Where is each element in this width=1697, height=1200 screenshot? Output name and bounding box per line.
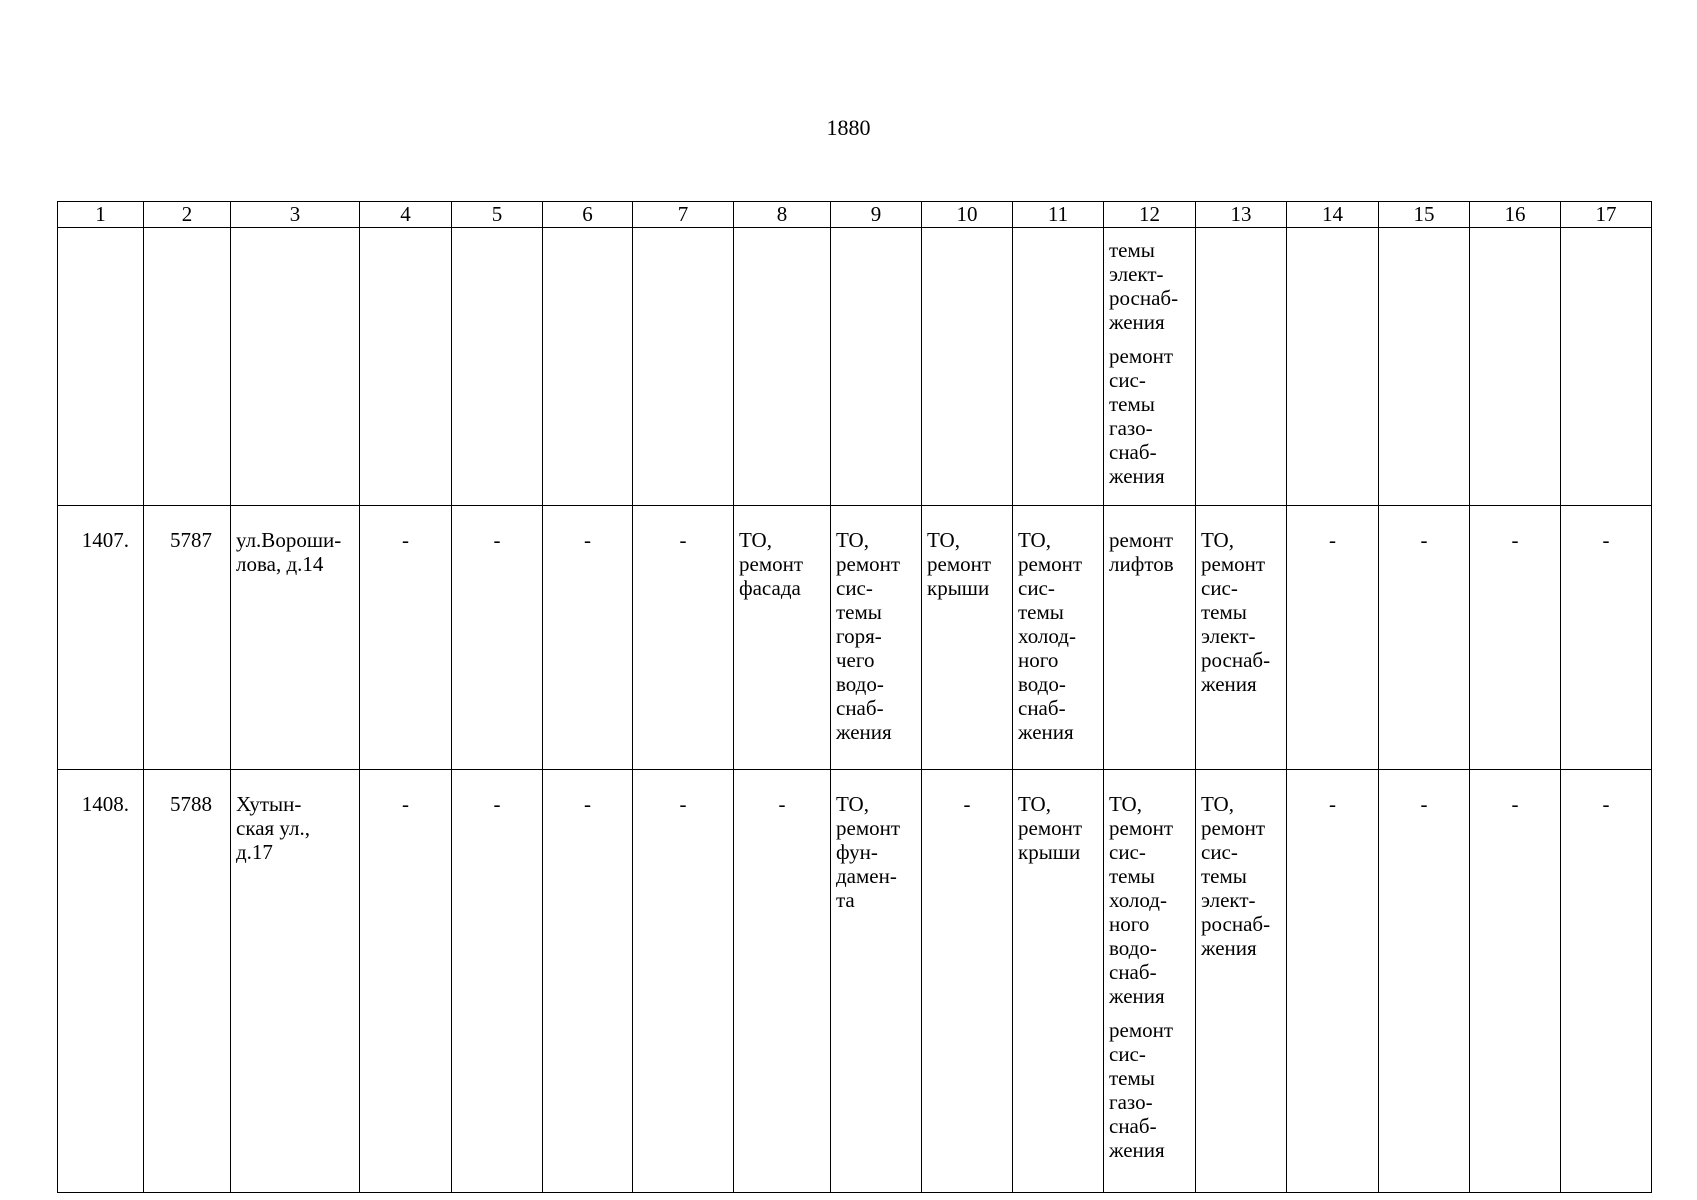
cell-col10: -	[922, 770, 1013, 1193]
cell-col8: -	[734, 770, 831, 1193]
row-number: 1407.	[58, 506, 144, 770]
header-cell: 9	[831, 202, 922, 228]
cell-col9: ТО, ремонт фун- дамен- та	[831, 770, 922, 1193]
cell-empty	[1379, 228, 1470, 506]
table-row-1408	[58, 770, 1652, 1193]
cell-empty	[831, 228, 922, 506]
header-cell: 8	[734, 202, 831, 228]
cell-col10: ТО, ремонт крыши	[922, 506, 1013, 770]
cell-col13: ТО, ремонт сис- темы элект- роснаб- жения	[1196, 506, 1287, 770]
cell-col12: ТО, ремонт сис- темы холод- ного водо- снаб- жения ремонт сис- темы газо- снаб- жения	[1104, 770, 1196, 1193]
page-number: 1880	[826, 115, 871, 140]
cell-col14: -	[1287, 770, 1379, 1193]
table-row-1407	[58, 506, 1652, 770]
header-cell: 12	[1104, 202, 1196, 228]
cell-empty	[1196, 228, 1287, 506]
cell-col15: -	[1379, 506, 1470, 770]
cell-col6: -	[543, 506, 633, 770]
cell-col15: -	[1379, 770, 1470, 1193]
cell-empty	[231, 228, 360, 506]
header-cell: 7	[633, 202, 734, 228]
building-code: 5787	[144, 506, 231, 770]
cell-empty	[144, 228, 231, 506]
building-code: 5788	[144, 770, 231, 1193]
cell-col5: -	[452, 506, 543, 770]
header-cell: 4	[360, 202, 452, 228]
cell-empty	[58, 228, 144, 506]
cell-col7: -	[633, 770, 734, 1193]
cell-col5: -	[452, 770, 543, 1193]
cell-col16: -	[1470, 770, 1561, 1193]
cell-empty	[360, 228, 452, 506]
cell-empty	[1287, 228, 1379, 506]
cell-empty	[922, 228, 1013, 506]
header-cell: 15	[1379, 202, 1470, 228]
cell-col14: -	[1287, 506, 1379, 770]
cell-col17: -	[1561, 770, 1652, 1193]
cell-col12-continuation: темы элект- роснаб- жения ремонт сис- темы газо- снаб- жения	[1104, 228, 1196, 506]
cell-empty	[1470, 228, 1561, 506]
header-cell: 14	[1287, 202, 1379, 228]
row-number: 1408.	[58, 770, 144, 1193]
cell-col9: ТО, ремонт сис- темы горя- чего водо- снаб- жения	[831, 506, 922, 770]
header-cell: 2	[144, 202, 231, 228]
table-row-continuation	[58, 228, 1652, 506]
header-cell: 13	[1196, 202, 1287, 228]
repair-schedule-table	[57, 201, 1652, 1193]
cell-col12: ремонт лифтов	[1104, 506, 1196, 770]
header-cell: 3	[231, 202, 360, 228]
cell-col17: -	[1561, 506, 1652, 770]
cell-empty	[734, 228, 831, 506]
building-address: Хутын- ская ул., д.17	[231, 770, 360, 1193]
header-cell: 5	[452, 202, 543, 228]
cell-col13: ТО, ремонт сис- темы элект- роснаб- жения	[1196, 770, 1287, 1193]
cell-col7: -	[633, 506, 734, 770]
building-address: ул.Вороши- лова, д.14	[231, 506, 360, 770]
cell-empty	[1013, 228, 1104, 506]
header-cell: 6	[543, 202, 633, 228]
cell-empty	[452, 228, 543, 506]
cell-col4: -	[360, 506, 452, 770]
cell-empty	[543, 228, 633, 506]
header-cell: 17	[1561, 202, 1652, 228]
cell-col16: -	[1470, 506, 1561, 770]
cell-empty	[633, 228, 734, 506]
cell-col11: ТО, ремонт сис- темы холод- ного водо- снаб- жения	[1013, 506, 1104, 770]
header-cell: 1	[58, 202, 144, 228]
cell-col6: -	[543, 770, 633, 1193]
header-cell: 11	[1013, 202, 1104, 228]
cell-col11: ТО, ремонт крыши	[1013, 770, 1104, 1193]
cell-col8: ТО, ремонт фасада	[734, 506, 831, 770]
cell-empty	[1561, 228, 1652, 506]
column-number-header-row	[58, 202, 1652, 228]
cell-col4: -	[360, 770, 452, 1193]
header-cell: 16	[1470, 202, 1561, 228]
header-cell: 10	[922, 202, 1013, 228]
